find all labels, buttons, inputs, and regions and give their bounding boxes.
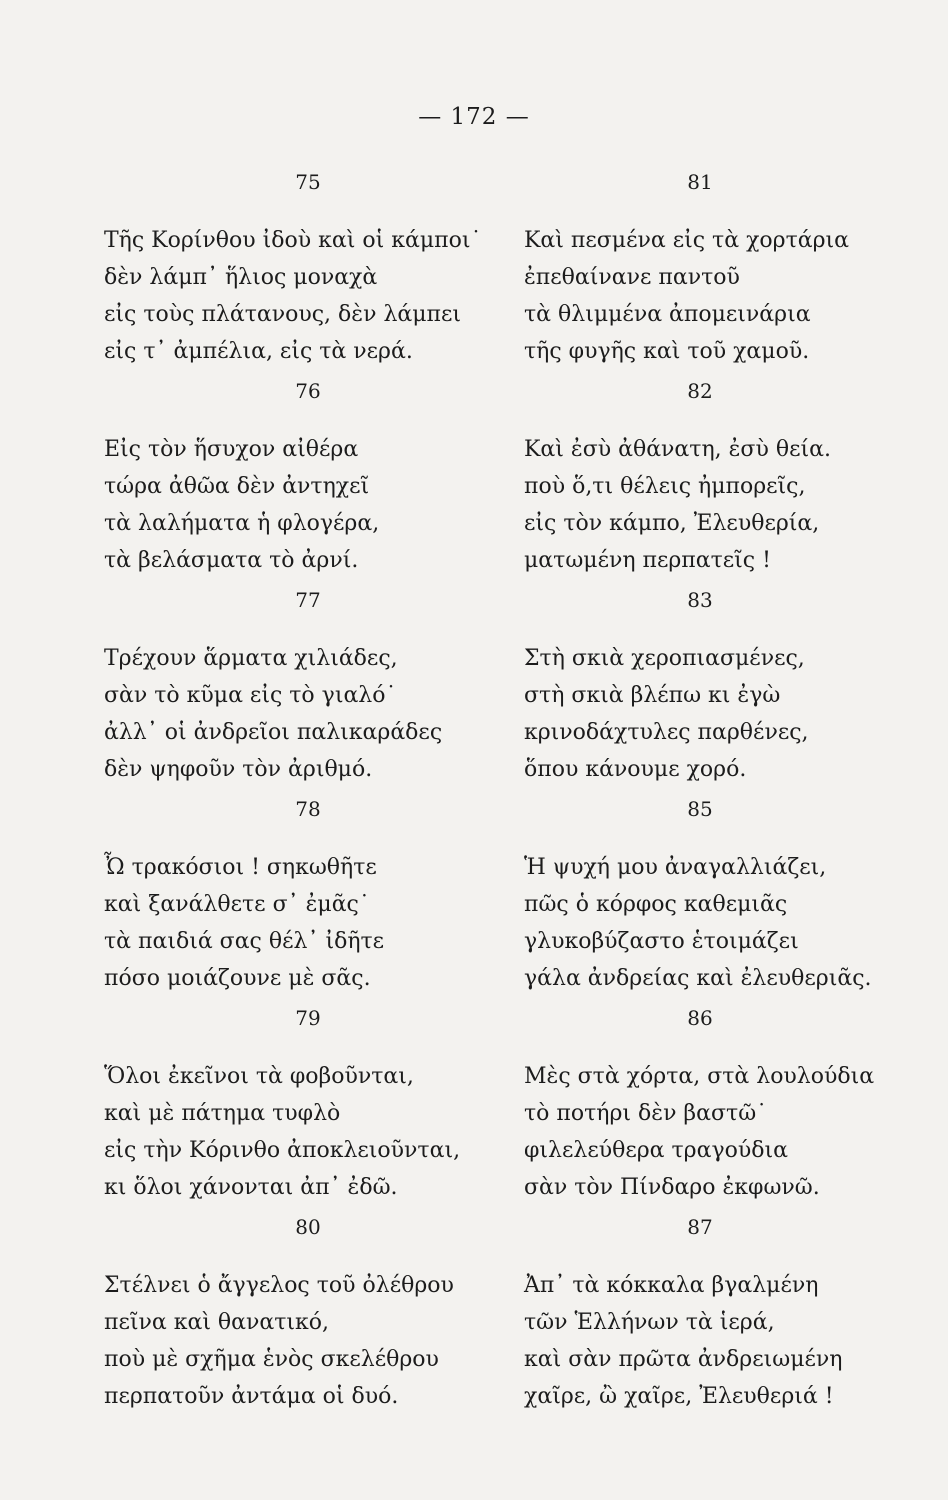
verse-line: τὸ ποτήρι δὲν βαστῶ˙	[524, 1101, 768, 1126]
verse-line: πόσο μοιάζουνε μὲ σᾶς.	[104, 966, 371, 991]
verse-line: τὰ βελάσματα τὸ ἀρνί.	[104, 548, 359, 573]
verse-line: δὲν λάμπ᾽ ἥλιος μοναχὰ	[104, 265, 378, 290]
stanza-number: 76	[295, 379, 321, 403]
verse-line: φιλελεύθερα τραγούδια	[524, 1138, 788, 1163]
verse-line: κρινοδάχτυλες παρθένες,	[524, 720, 809, 745]
verse-line: τὰ θλιμμένα ἀπομεινάρια	[524, 302, 811, 327]
stanza	[524, 1215, 904, 1424]
stanza-number: 83	[687, 588, 713, 612]
verse-line: τῶν Ἑλλήνων τὰ ἱερά,	[524, 1310, 775, 1335]
stanza	[104, 588, 514, 797]
verse-line: Ἡ ψυχή μου ἀναγαλλιάζει,	[524, 855, 827, 880]
stanza-number: 81	[687, 170, 713, 194]
stanza-lines	[524, 1058, 874, 1206]
verse-line: ὅπου κάνουμε χορό.	[524, 757, 747, 782]
stanza-number: 87	[687, 1215, 713, 1239]
verse-line: Μὲς στὰ χόρτα, στὰ λουλούδια	[524, 1064, 875, 1089]
verse-line: εἰς τὴν Κόρινθο ἀποκλειοῦνται,	[104, 1138, 461, 1163]
stanza	[524, 797, 904, 1006]
stanza-number: 86	[687, 1006, 713, 1030]
verse-line: ποὺ μὲ σχῆμα ἑνὸς σκελέθρου	[104, 1347, 439, 1372]
verse-line: γλυκοβύζαστο ἑτοιμάζει	[524, 929, 799, 954]
verse-line: τὰ παιδιά σας θέλ᾽ ἰδῆτε	[104, 929, 385, 954]
verse-line: ἀλλ᾽ οἱ ἀνδρεῖοι παλικαράδες	[104, 720, 443, 745]
verse-line: Ὅλοι ἐκεῖνοι τὰ φοβοῦνται,	[104, 1064, 414, 1089]
verse-line: Ἀπ᾽ τὰ κόκκαλα βγαλμένη	[524, 1273, 819, 1298]
stanza-lines	[104, 222, 481, 370]
verse-line: Τρέχουν ἅρματα χιλιάδες,	[104, 646, 398, 671]
verse-line: Εἰς τὸν ἥσυχον αἰθέρα	[104, 437, 359, 462]
stanza-lines	[524, 849, 872, 997]
verse-line: Καὶ ἐσὺ ἀθάνατη, ἐσὺ θεία.	[524, 437, 831, 462]
stanza-lines	[104, 431, 379, 579]
stanza-lines	[104, 1267, 454, 1415]
stanza	[524, 588, 904, 797]
verse-line: ποὺ ὅ,τι θέλεις ἠμπορεῖς,	[524, 474, 806, 499]
verse-line: εἰς τ᾽ ἀμπέλια, εἰς τὰ νερά.	[104, 339, 413, 364]
verse-line: δὲν ψηφοῦν τὸν ἀριθμό.	[104, 757, 373, 782]
verse-line: Στέλνει ὁ ἄγγελος τοῦ ὀλέθρου	[104, 1273, 454, 1298]
verse-line: τὰ λαλήματα ἡ φλογέρα,	[104, 511, 380, 536]
stanza-lines	[104, 1058, 460, 1206]
verse-line: περπατοῦν ἀντάμα οἱ δυό.	[104, 1384, 399, 1409]
stanza	[104, 1006, 514, 1215]
stanza	[524, 379, 904, 588]
stanza	[104, 797, 514, 1006]
stanza-number: 75	[295, 170, 321, 194]
stanza-lines	[104, 849, 384, 997]
stanza-lines	[524, 640, 809, 788]
verse-line: γάλα ἀνδρείας καὶ ἐλευθεριᾶς.	[524, 966, 872, 991]
verse-line: πεῖνα καὶ θανατικό,	[104, 1310, 330, 1335]
left-column	[104, 170, 514, 1424]
verse-line: Τῆς Κορίνθου ἰδοὺ καὶ οἱ κάμποι˙	[104, 228, 482, 253]
stanza-number: 80	[295, 1215, 321, 1239]
verse-line: τώρα ἀθῶα δὲν ἀντηχεῖ	[104, 474, 370, 499]
verse-line: χαῖρε, ὢ χαῖρε, Ἐλευθεριά !	[524, 1384, 834, 1409]
stanza	[524, 170, 904, 379]
stanza	[524, 1006, 904, 1215]
stanza-number: 78	[295, 797, 321, 821]
verse-line: κι ὅλοι χάνονται ἀπ᾽ ἐδῶ.	[104, 1175, 398, 1200]
stanza-lines	[524, 431, 831, 579]
verse-line: πῶς ὁ κόρφος καθεμιᾶς	[524, 892, 788, 917]
stanza	[104, 170, 514, 379]
stanza-number: 85	[687, 797, 713, 821]
right-column	[524, 170, 904, 1424]
verse-line: Στὴ σκιὰ χεροπιασμένες,	[524, 646, 805, 671]
stanza-number: 82	[687, 379, 713, 403]
verse-line: καὶ σὰν πρῶτα ἀνδρειωμένη	[524, 1347, 843, 1372]
stanza-lines	[524, 222, 849, 370]
page-number: — 172 —	[418, 104, 530, 130]
verse-line: καὶ μὲ πάτημα τυφλὸ	[104, 1101, 341, 1126]
stanza-lines	[104, 640, 442, 788]
verse-line: εἰς τοὺς πλάτανους, δὲν λάμπει	[104, 302, 462, 327]
stanza-lines	[524, 1267, 842, 1415]
verse-line: Καὶ πεσμένα εἰς τὰ χορτάρια	[524, 228, 850, 253]
stanza-number: 79	[295, 1006, 321, 1030]
verse-line: στὴ σκιὰ βλέπω κι ἐγὼ	[524, 683, 781, 708]
verse-line: καὶ ξανάλθετε σ᾽ ἐμᾶς˙	[104, 892, 370, 917]
verse-line: ἐπεθαίνανε παντοῦ	[524, 265, 740, 290]
stanza-number: 77	[295, 588, 321, 612]
stanza	[104, 379, 514, 588]
verse-line: σὰν τὸ κῦμα εἰς τὸ γιαλό˙	[104, 683, 397, 708]
verse-line: Ὦ τρακόσιοι ! σηκωθῆτε	[104, 855, 377, 880]
stanza	[104, 1215, 514, 1424]
verse-line: εἰς τὸν κάμπο, Ἐλευθερία,	[524, 511, 820, 536]
verse-line: τῆς φυγῆς καὶ τοῦ χαμοῦ.	[524, 339, 810, 364]
verse-line: ματωμένη περπατεῖς !	[524, 548, 771, 573]
verse-line: σὰν τὸν Πίνδαρο ἐκφωνῶ.	[524, 1175, 820, 1200]
